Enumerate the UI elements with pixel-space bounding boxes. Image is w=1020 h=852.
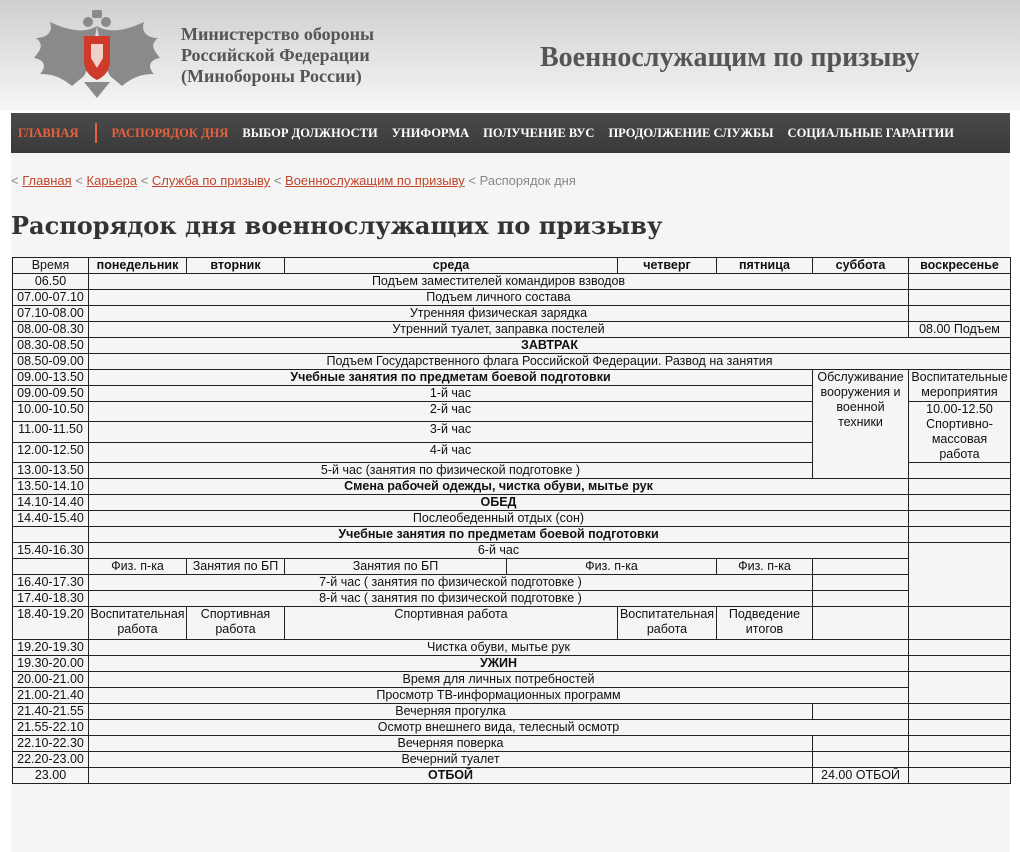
time-cell — [13, 527, 89, 543]
activity-cell: Подъем заместителей командиров взводов — [89, 274, 909, 290]
table-row — [13, 591, 1011, 607]
breadcrumb-separator: < — [273, 173, 282, 188]
split-cell-row — [285, 559, 716, 574]
activity-cell: 2-й час — [89, 402, 813, 422]
empty-cell — [909, 752, 1011, 768]
activity-cell: Физ. п-ка — [717, 559, 813, 575]
empty-cell — [813, 752, 909, 768]
table-row — [13, 704, 1011, 720]
table-row — [13, 511, 1011, 527]
empty-cell — [909, 543, 1011, 607]
activity-cell: Учебные занятия по предметам боевой подготовки — [89, 370, 813, 386]
time-cell: 10.00-10.50 — [13, 402, 89, 422]
nav-item-position-choice[interactable]: ВЫБОР ДОЛЖНОСТИ — [242, 125, 378, 140]
activity-cell: Послеобеденный отдых (сон) — [89, 511, 909, 527]
activity-cell: Спортивная работа — [285, 607, 618, 640]
activity-cell: Физ. п-ка — [585, 559, 638, 573]
nav-divider — [95, 123, 97, 143]
header-cell: понедельник — [89, 258, 187, 274]
empty-cell — [909, 511, 1011, 527]
empty-cell — [813, 591, 909, 607]
time-cell: 15.40-16.30 — [13, 543, 89, 559]
empty-cell — [813, 575, 909, 591]
time-cell — [13, 559, 89, 575]
header-cell: пятница — [717, 258, 813, 274]
table-row — [13, 306, 1011, 322]
site-header — [0, 0, 1020, 110]
time-cell: 09.00-13.50 — [13, 370, 89, 386]
empty-cell — [909, 656, 1011, 672]
table-row — [13, 370, 1011, 386]
time-cell: 08.50-09.00 — [13, 354, 89, 370]
header-cell: Время — [13, 258, 89, 274]
time-cell: 07.10-08.00 — [13, 306, 89, 322]
time-cell: 16.40-17.30 — [13, 575, 89, 591]
breadcrumb-separator: < — [11, 173, 19, 188]
ministry-name-line: Российской Федерации — [181, 45, 370, 65]
activity-cell: Утренний туалет, заправка постелей — [89, 322, 909, 338]
table-row — [13, 720, 1011, 736]
table-row — [13, 559, 1011, 575]
time-cell: 21.55-22.10 — [13, 720, 89, 736]
breadcrumb-current: Распорядок дня — [479, 173, 576, 188]
activity-cell: Вечерняя прогулка — [89, 704, 813, 720]
time-cell: 08.00-08.30 — [13, 322, 89, 338]
activity-cell: Воспитательная работа — [618, 607, 717, 640]
table-row — [13, 479, 1011, 495]
table-row — [13, 736, 1011, 752]
header-cell: суббота — [813, 258, 909, 274]
empty-cell — [909, 607, 1011, 640]
time-cell: 19.30-20.00 — [13, 656, 89, 672]
time-cell: 22.20-23.00 — [13, 752, 89, 768]
double-headed-eagle-emblem-icon[interactable] — [32, 8, 162, 100]
table-row — [13, 274, 1011, 290]
table-row — [13, 495, 1011, 511]
main-content — [11, 153, 1010, 852]
time-cell: 14.40-15.40 — [13, 511, 89, 527]
time-cell: 23.00 — [13, 768, 89, 784]
activity-cell: Спортивная работа — [187, 607, 285, 640]
activity-cell: Вечерний туалет — [89, 752, 813, 768]
breadcrumb-link-career[interactable]: Карьера — [86, 173, 138, 188]
table-row — [13, 688, 1011, 704]
table-row — [13, 640, 1011, 656]
activity-cell: Занятия по БП — [187, 559, 285, 575]
time-cell: 13.50-14.10 — [13, 479, 89, 495]
nav-item-daily-routine[interactable]: РАСПОРЯДОК ДНЯ — [111, 125, 229, 140]
breadcrumb-link-conscript-service[interactable]: Служба по призыву — [151, 173, 271, 188]
breadcrumb-separator: < — [75, 173, 83, 188]
activity-cell: Утренняя физическая зарядка — [89, 306, 909, 322]
empty-cell — [909, 704, 1011, 720]
nav-item-home[interactable]: ГЛАВНАЯ — [18, 125, 79, 140]
activity-cell: Подъем Государственного флага Российской Федерации. Развод на занятия — [89, 354, 1011, 370]
table-header-row — [13, 258, 1011, 274]
time-cell: 11.00-11.50 — [13, 422, 89, 442]
table-row — [13, 322, 1011, 338]
time-cell: 09.00-09.50 — [13, 386, 89, 402]
empty-cell — [909, 495, 1011, 511]
breadcrumb-link-home[interactable]: Главная — [22, 173, 72, 188]
empty-cell — [813, 559, 909, 575]
table-row — [13, 656, 1011, 672]
table-row — [13, 338, 1011, 354]
activity-cell: Время для личных потребностей — [89, 672, 909, 688]
time-cell: 12.00-12.50 — [13, 442, 89, 462]
empty-cell — [909, 479, 1011, 495]
nav-item-uniform[interactable]: УНИФОРМА — [391, 125, 470, 140]
activity-cell: Вечерняя поверка — [89, 736, 813, 752]
activity-cell: Осмотр внешнего вида, телесный осмотр — [89, 720, 909, 736]
saturday-cell: Обслуживание вооружения и военной техники — [813, 370, 909, 479]
time-cell: 06.50 — [13, 274, 89, 290]
ministry-name — [181, 24, 374, 87]
table-row — [13, 290, 1011, 306]
nav-item-military-specialty[interactable]: ПОЛУЧЕНИЕ ВУС — [483, 125, 595, 140]
activity-cell: Воспитательная работа — [89, 607, 187, 640]
table-row — [13, 672, 1011, 688]
sunday-cell: Воспитательные мероприятия — [909, 370, 1011, 402]
activity-cell: Физ. п-ка — [89, 559, 187, 575]
empty-cell — [909, 274, 1011, 290]
breadcrumb — [11, 173, 576, 188]
activity-cell: Чистка обуви, мытье рук — [89, 640, 909, 656]
time-cell: 19.20-19.30 — [13, 640, 89, 656]
empty-cell — [813, 704, 909, 720]
empty-cell — [813, 607, 909, 640]
sunday-cell: 10.00-12.50 Спортивно-массовая работа — [909, 402, 1011, 463]
empty-cell — [909, 527, 1011, 543]
header-cell: четверг — [618, 258, 717, 274]
table-row — [13, 768, 1011, 784]
activity-cell: 4-й час — [89, 442, 813, 462]
empty-cell — [909, 306, 1011, 322]
time-cell: 08.30-08.50 — [13, 338, 89, 354]
schedule-table — [12, 257, 1011, 784]
activity-cell: Подведение итогов — [717, 607, 813, 640]
activity-cell: 6-й час — [89, 543, 909, 559]
header-cell: воскресенье — [909, 258, 1011, 274]
activity-cell: Смена рабочей одежды, чистка обуви, мытье рук — [89, 479, 909, 495]
nav-item-social-guarantees[interactable]: СОЦИАЛЬНЫЕ ГАРАНТИИ — [787, 125, 954, 140]
header-cell: среда — [285, 258, 618, 274]
time-cell: 07.00-07.10 — [13, 290, 89, 306]
header-cell: вторник — [187, 258, 285, 274]
time-cell: 13.00-13.50 — [13, 463, 89, 479]
page-title: Распорядок дня военнослужащих по призыву — [11, 211, 663, 240]
activity-cell: 8-й час ( занятия по физической подготовке ) — [89, 591, 813, 607]
activity-cell: Учебные занятия по предметам боевой подготовки — [89, 527, 909, 543]
empty-cell — [909, 463, 1011, 479]
time-cell: 22.10-22.30 — [13, 736, 89, 752]
activity-cell: 3-й час — [89, 422, 813, 442]
sunday-cell: 08.00 Подъем — [909, 322, 1011, 338]
empty-cell — [909, 640, 1011, 656]
activity-cell: 1-й час — [89, 386, 813, 402]
table-row — [13, 543, 1011, 559]
empty-cell — [909, 768, 1011, 784]
table-row — [13, 575, 1011, 591]
activity-cell: Просмотр ТВ-информационных программ — [89, 688, 909, 704]
time-cell: 14.10-14.40 — [13, 495, 89, 511]
activity-cell: 5-й час (занятия по физической подготовке ) — [89, 463, 813, 479]
activity-cell: Подъем личного состава — [89, 290, 909, 306]
time-cell: 18.40-19.20 — [13, 607, 89, 640]
time-cell: 21.40-21.55 — [13, 704, 89, 720]
table-row — [13, 752, 1011, 768]
breadcrumb-link-conscripts[interactable]: Военнослужащим по призыву — [285, 173, 465, 188]
table-row — [13, 527, 1011, 543]
empty-cell — [909, 672, 1011, 704]
site-title: Военнослужащим по призыву — [540, 42, 920, 73]
ministry-name-line: Министерство обороны — [181, 24, 375, 44]
activity-cell: ЗАВТРАК — [89, 338, 1011, 354]
empty-cell — [909, 720, 1011, 736]
activity-cell: 7-й час ( занятия по физической подготовке ) — [89, 575, 813, 591]
table-row — [13, 607, 1011, 640]
activity-cell: Занятия по БП — [285, 559, 507, 574]
table-row — [13, 354, 1011, 370]
empty-cell — [813, 736, 909, 752]
main-nav — [11, 113, 1010, 153]
empty-cell — [909, 736, 1011, 752]
activity-cell: ОТБОЙ — [89, 768, 813, 784]
time-cell: 17.40-18.30 — [13, 591, 89, 607]
saturday-cell: 24.00 ОТБОЙ — [813, 768, 909, 784]
time-cell: 21.00-21.40 — [13, 688, 89, 704]
time-cell: 20.00-21.00 — [13, 672, 89, 688]
activity-cell: ОБЕД — [89, 495, 909, 511]
breadcrumb-separator: < — [140, 173, 149, 188]
activity-cell: УЖИН — [89, 656, 909, 672]
activity-cell-group — [285, 559, 717, 575]
nav-item-continued-service[interactable]: ПРОДОЛЖЕНИЕ СЛУЖБЫ — [608, 125, 774, 140]
breadcrumb-separator: < — [468, 173, 476, 188]
ministry-name-line: (Минобороны России) — [181, 66, 362, 86]
empty-cell — [909, 290, 1011, 306]
